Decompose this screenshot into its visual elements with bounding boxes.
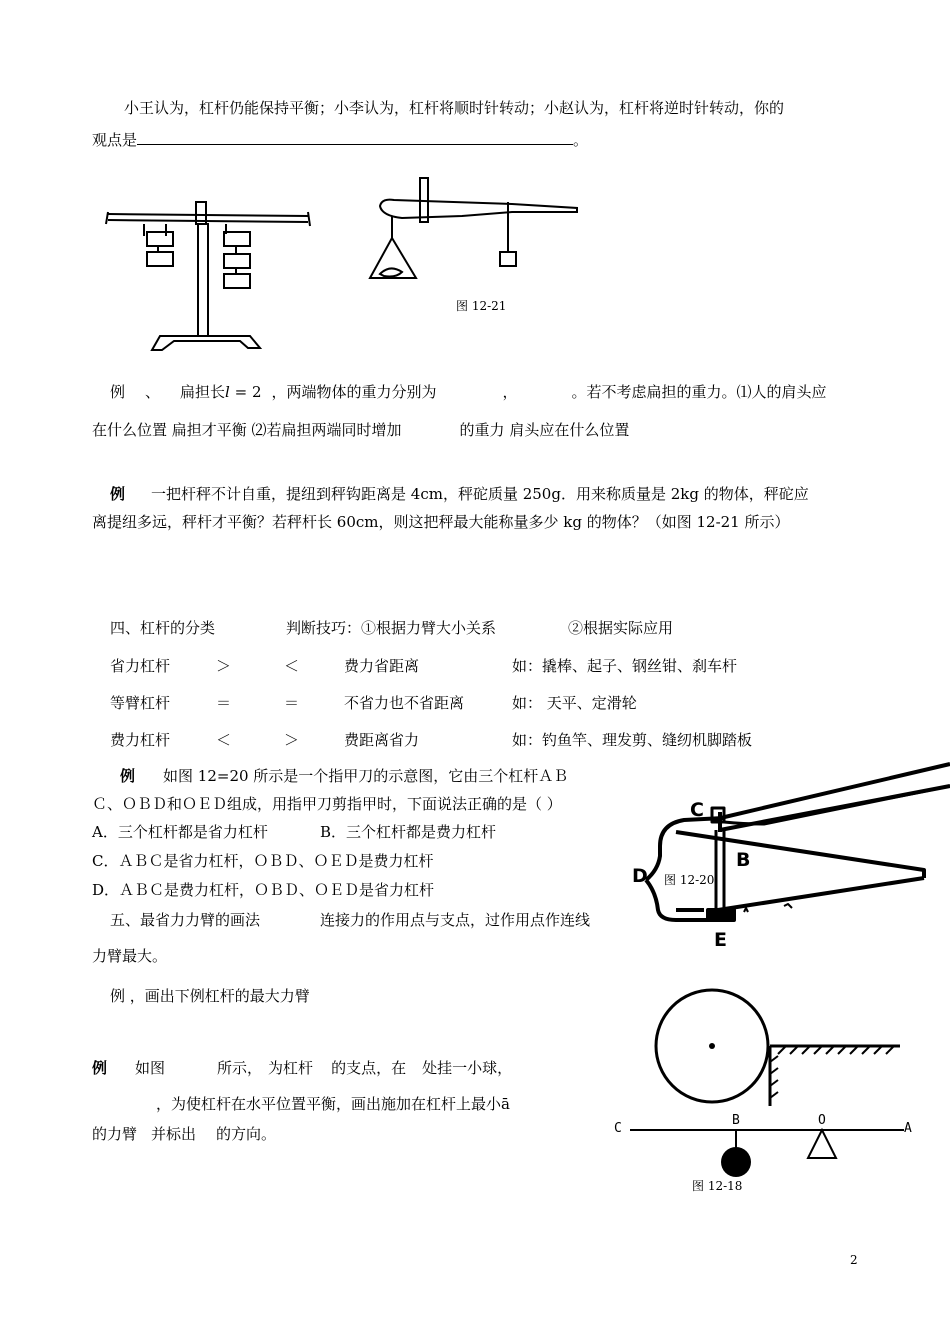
figure-12-21-caption: 图 12-21: [456, 299, 507, 313]
wheel-step-figure: [650, 988, 900, 1108]
option-c: C．ＡＢＣ是省力杠杆，ＯＢＤ、ＯＥＤ是费力杠杆: [92, 852, 434, 870]
section5-title: 五、最省力力臂的画法: [110, 911, 261, 929]
row-example: 如：钓鱼竿、理发剪、缝纫机脚踏板: [512, 731, 753, 749]
label-d: D: [632, 865, 648, 887]
lever-stand-figure: [100, 198, 315, 358]
example-steelyard-line1: 例 一把杆秤不计自重，提纽到秤钩距离是 4cm，秤砣质量 250g．用来称质量是 2kg 的物体，秤砣应: [110, 485, 809, 503]
row-sign-2: ＝: [284, 694, 300, 712]
figure-12-18-caption: 图 12-18: [692, 1179, 743, 1193]
label-b: B: [736, 849, 751, 871]
example-clipper-line1: 例 如图 12=20 所示是一个指甲刀的示意图，它由三个杠杆ＡＢ: [120, 767, 569, 785]
nail-clipper-figure: [624, 760, 950, 950]
example-ball-line2: ，为使杠杆在水平位置平衡，画出施加在杠杆上最小ā: [156, 1095, 510, 1113]
para1-line1: 小王认为，杠杆仍能保持平衡；小李认为，杠杆将顺时针转动；小赵认为，杠杆将逆时针转动，你的: [124, 99, 785, 117]
answer-blank[interactable]: [137, 130, 573, 145]
row-desc: 费力省距离: [344, 657, 420, 675]
section4-tip: 判断技巧：①根据力臂大小关系: [286, 619, 497, 637]
page-number: 2: [850, 1253, 858, 1267]
example-label: 例: [110, 383, 126, 401]
example-clipper-line2: Ｃ、ＯＢＤ和ＯＥＤ组成，用指甲刀剪指甲时，下面说法正确的是（ ）: [92, 795, 562, 813]
label-c: C: [690, 799, 704, 821]
label-e: E: [714, 929, 727, 951]
steelyard-figure: [362, 176, 582, 296]
section4-tip2: ②根据实际应用: [568, 619, 674, 637]
example-ball-line1: 例 如图 所示， 为杠杆 的支点，在 处挂一小球，: [92, 1059, 513, 1077]
label-a: A: [904, 1121, 912, 1136]
section5-text: 连接力的作用点与支点，过作用点作连线: [320, 911, 591, 929]
row-sign-1: ＞: [216, 657, 232, 675]
label-c: C: [614, 1121, 622, 1136]
row-sign-1: ＜: [216, 731, 232, 749]
option-a: A．三个杠杆都是省力杠杆: [92, 823, 268, 841]
row-name: 等臂杠杆: [110, 694, 171, 712]
example-pole-line2: 在什么位置 扁担才平衡 ⑵若扁担两端同时增加 的重力 肩头应在什么位置: [92, 421, 630, 439]
row-example: 如：撬棒、起子、钢丝钳、刹车杆: [512, 657, 738, 675]
example-label: 例: [120, 767, 136, 785]
row-example: 如： 天平、定滑轮: [512, 694, 637, 712]
row-sign-1: ＝: [216, 694, 232, 712]
example-label: 例: [92, 1059, 108, 1077]
example-pole-line1: 例 、 扁担长l = 2 ，两端物体的重力分别为 ， 。若不考虑扁担的重力。⑴人的肩头应: [110, 383, 827, 401]
row-name: 费力杠杆: [110, 731, 171, 749]
option-b: B．三个杠杆都是费力杠杆: [320, 823, 497, 841]
label-b: B: [732, 1113, 740, 1128]
example-draw: 例 ，画出下例杠杆的最大力臂: [110, 987, 310, 1005]
option-d: D．ＡＢＣ是费力杠杆，ＯＢＤ、ＯＥＤ是省力杠杆: [92, 881, 435, 899]
row-name: 省力杠杆: [110, 657, 171, 675]
example-steelyard-line2: 离提纽多远，秤杆才平衡？若秤杆长 60cm，则这把秤最大能称量多少 kg 的物体？（如图 12-21 所示）: [92, 513, 790, 531]
section4-title: 四、杠杆的分类: [110, 619, 216, 637]
row-sign-2: ＞: [284, 731, 300, 749]
lever-ball-figure: [612, 1110, 922, 1190]
section5-line2: 力臂最大。: [92, 947, 168, 965]
row-sign-2: ＜: [284, 657, 300, 675]
example-label: 例: [110, 485, 126, 503]
para1-prefix: 观点是: [92, 131, 138, 149]
example-ball-line3: 的力臂 并标出 的方向。: [92, 1125, 277, 1143]
figure-12-20-caption: 图 12-20: [664, 873, 715, 887]
label-o: O: [818, 1113, 826, 1128]
row-desc: 费距离省力: [344, 731, 420, 749]
para1-suffix: 。: [573, 131, 589, 149]
row-desc: 不省力也不省距离: [344, 694, 465, 712]
para1-line2: [92, 130, 588, 150]
